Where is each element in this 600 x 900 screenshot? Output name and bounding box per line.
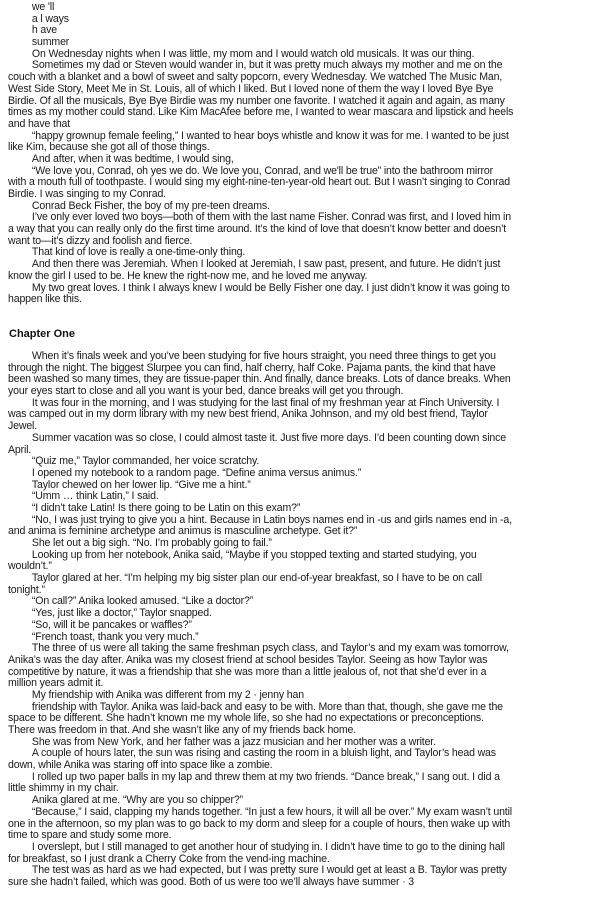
text-line: April. [8, 443, 32, 456]
text-line: That kind of love is really a one-time-only thing. [31, 246, 246, 259]
text-line: I opened my notebook to a random page. “Define anima versus animus.” [31, 466, 362, 479]
text-line: for breakfast, so I just drank a Cherry Coke from the vend-ing machine. [8, 852, 330, 865]
text-line: Anika glared at me. “Why are you so chipper?” [31, 794, 243, 807]
text-line: Looking up from her notebook, Anika said, “Maybe if you stopped texting and started studying, you [31, 548, 477, 561]
text-line: I rolled up two paper balls in my lap and threw them at my two friends. “Dance break,” I sang out. I did a [31, 770, 500, 783]
text-line: like Kim, because she got all of those things. [8, 141, 210, 154]
text-line: “happy grownup female feeling,” I wanted to hear boys whistle and know it was for me. I wanted to be just [31, 129, 509, 142]
text-line: Taylor chewed on her lower lip. “Give me a hint.” [31, 478, 251, 491]
text-line: It was four in the morning, and I was studying for the last final of my freshman year at Finch University. I [31, 396, 500, 409]
chapter-text [8, 351, 594, 889]
text-line: know the girl I used to be. He knew the right-now me, and he loved me anyway. [8, 269, 368, 282]
text-line: “French toast, thank you very much.” [31, 630, 199, 643]
text-line: “On call?” Anika looked amused. “Like a doctor?” [31, 595, 254, 608]
text-line: time to spare and study some more. [8, 829, 172, 842]
text-line: little shimmy in my chair. [8, 782, 119, 795]
text-line: Anika’s was the day after. Anika was my closest friend at school besides Taylor. Seeing as how Taylor was [8, 653, 488, 666]
chapter-heading: Chapter One [9, 328, 76, 340]
text-line: h ave [31, 24, 58, 37]
text-line: competitive by nature, it was a friendship that she was more than a little jealous of, not that she’d ever in a [8, 665, 487, 678]
text-line: My friendship with Anika was different from my 2 · jenny han [31, 688, 304, 701]
text-line: “Quiz me,” Taylor commanded, her voice scratchy. [31, 455, 260, 468]
text-line: “So, will it be pancakes or waffles?” [31, 618, 192, 631]
text-line: Birdie. Of all the musicals, Bye Bye Birdie was my number one favorite. I watched it again and again, as many [8, 94, 505, 107]
text-line: “Umm … think Latin,” I said. [31, 490, 159, 503]
text-line: space to be different. She hadn’t known me my whole life, so she had no expectations or preconceptions. [8, 712, 484, 725]
text-line: “Yes, just like a doctor,” Taylor snapped. [31, 607, 212, 620]
text-line: want to—it’s dizzy and foolish and fierce. [8, 234, 193, 247]
text-line: Summer vacation was so close, I could almost taste it. Just five more days. I’d been counting down since [31, 431, 506, 444]
text-line: wouldn’t.” [8, 560, 52, 573]
text-line: summer [31, 36, 70, 49]
text-line: Jewel. [8, 420, 38, 433]
text-line: She let out a big sigh. “No. I’m probably going to fail.” [31, 537, 272, 549]
text-line: and have that [8, 117, 71, 130]
text-line: was camped out in my dorm library with my new best friend, Anika Johnson, and my old best friend, Taylor [8, 408, 488, 421]
text-line: When it’s finals week and you’ve been studying for five hours straight, you need three things to get you [31, 350, 496, 362]
text-line: The three of us were all taking the same freshman psych class, and Taylor’s and my exam was tomorrow, [31, 642, 509, 655]
text-line: “We love you, Conrad, oh yes we do. We love you, Conrad, and we'll be true” into the bathroom mirror [31, 164, 493, 177]
text-line: I’ve only ever loved two boys—both of them with the last name Fisher. Conrad was first, and I loved him in [31, 211, 511, 224]
prelude-text [8, 2, 594, 306]
text-line: been washed so many times, they are tissue-paper thin. And finally, dance breaks. Lots of dance breaks. When [8, 373, 511, 386]
text-line: “No, I was just trying to give you a hint. Because in Latin boys names end in -us and girls names end in -a, [31, 513, 512, 526]
text-line: a way that you can really only do the first time around. It’s the kind of love that doesn’t know better and doesn’t [8, 223, 507, 236]
text-line: Taylor glared at her. “I’m helping my big sister plan our end-of-year breakfast, so I have to be on call [31, 572, 482, 585]
text-line: She was from New York, and her father was a jazz musician and her mother was a writer. [31, 735, 436, 748]
text-line: down, while Anika was staring off into space like a zombie. [8, 759, 273, 772]
text-line: one in the afternoon, so my plan was to go back to my dorm and sleep for a couple of hours, then wake up with [8, 817, 511, 830]
text-line: million years admit it. [8, 677, 104, 690]
text-line: And after, when it was bedtime, I would sing, [31, 152, 234, 165]
text-line: There was freedom in that. And she wasn’t like any of my friends back home. [8, 724, 357, 736]
text-line: times as my mother could stand. Like Kim MacAfee before me, I wanted to wear mascara and lipstick and heels [8, 106, 514, 119]
text-line: happen like this. [8, 293, 82, 306]
text-line: with a mouth full of toothpaste. I would sing my eight-nine-ten-year-old heart out. But I wasn’t singing to Conrad [8, 176, 510, 189]
text-line: I overslept, but I still managed to get another hour of studying in. I didn’t have time to go to the dining hall [31, 840, 505, 853]
text-line: we 'll [31, 1, 55, 13]
text-line: “Because,” I said, clapping my hands together. “In just a few hours, it will all be over.” My exam wasn’t until [31, 805, 512, 818]
text-line: through the night. The biggest Slurpee you can find, half cherry, half Coke. Pajama pants, the kind that have [8, 361, 496, 374]
text-line: Sometimes my dad or Steven would wander in, but it was pretty much always my mother and me on the [31, 59, 503, 72]
text-line: friendship with Taylor. Anika was laid-back and easy to be with. More than that, though, she gave me the [31, 700, 503, 713]
text-line: “I didn’t take Latin! Is there going to be Latin on this exam?” [31, 501, 301, 514]
text-line: West Side Story, Meet Me in St. Louis, all of which I liked. But I loved none of them the way I loved Bye Bye [8, 82, 494, 95]
text-line: And then there was Jeremiah. When I looked at Jeremiah, I saw past, present, and future. He didn’t just [31, 258, 501, 271]
text-line: Conrad Beck Fisher, the boy of my pre-teen dreams. [31, 199, 270, 212]
text-line: The test was as hard as we had expected, but I was pretty sure I would get at least a B. Taylor was pretty [31, 864, 507, 877]
text-line: Birdie. I was singing to my Conrad. [8, 188, 166, 200]
text-line: A couple of hours later, the sun was rising and casting the room in a bluish light, and Taylor’s head was [31, 747, 496, 760]
text-line: sure she hadn’t failed, which was good. Both of us were too we’ll always have summer · 3 [8, 875, 415, 888]
text-line: tonight.” [8, 583, 45, 596]
text-line: On Wednesday nights when I was little, my mom and I would watch old musicals. It was our thing. [31, 47, 475, 60]
text-line: a l ways [31, 12, 69, 25]
text-line: My two great loves. I think I always knew I would be Belly Fisher one day. I just didn’t know it was going to [31, 281, 510, 294]
text-line: and anima is feminine archetype and animus is masculine archetype. Get it?” [8, 525, 358, 538]
text-line: your eyes start to close and all you want is your bed, dance breaks will get you through. [8, 385, 404, 398]
text-line: couch with a blanket and a bowl of sweet and salty popcorn, every Wednesday. We watched The Music Man, [8, 71, 503, 84]
